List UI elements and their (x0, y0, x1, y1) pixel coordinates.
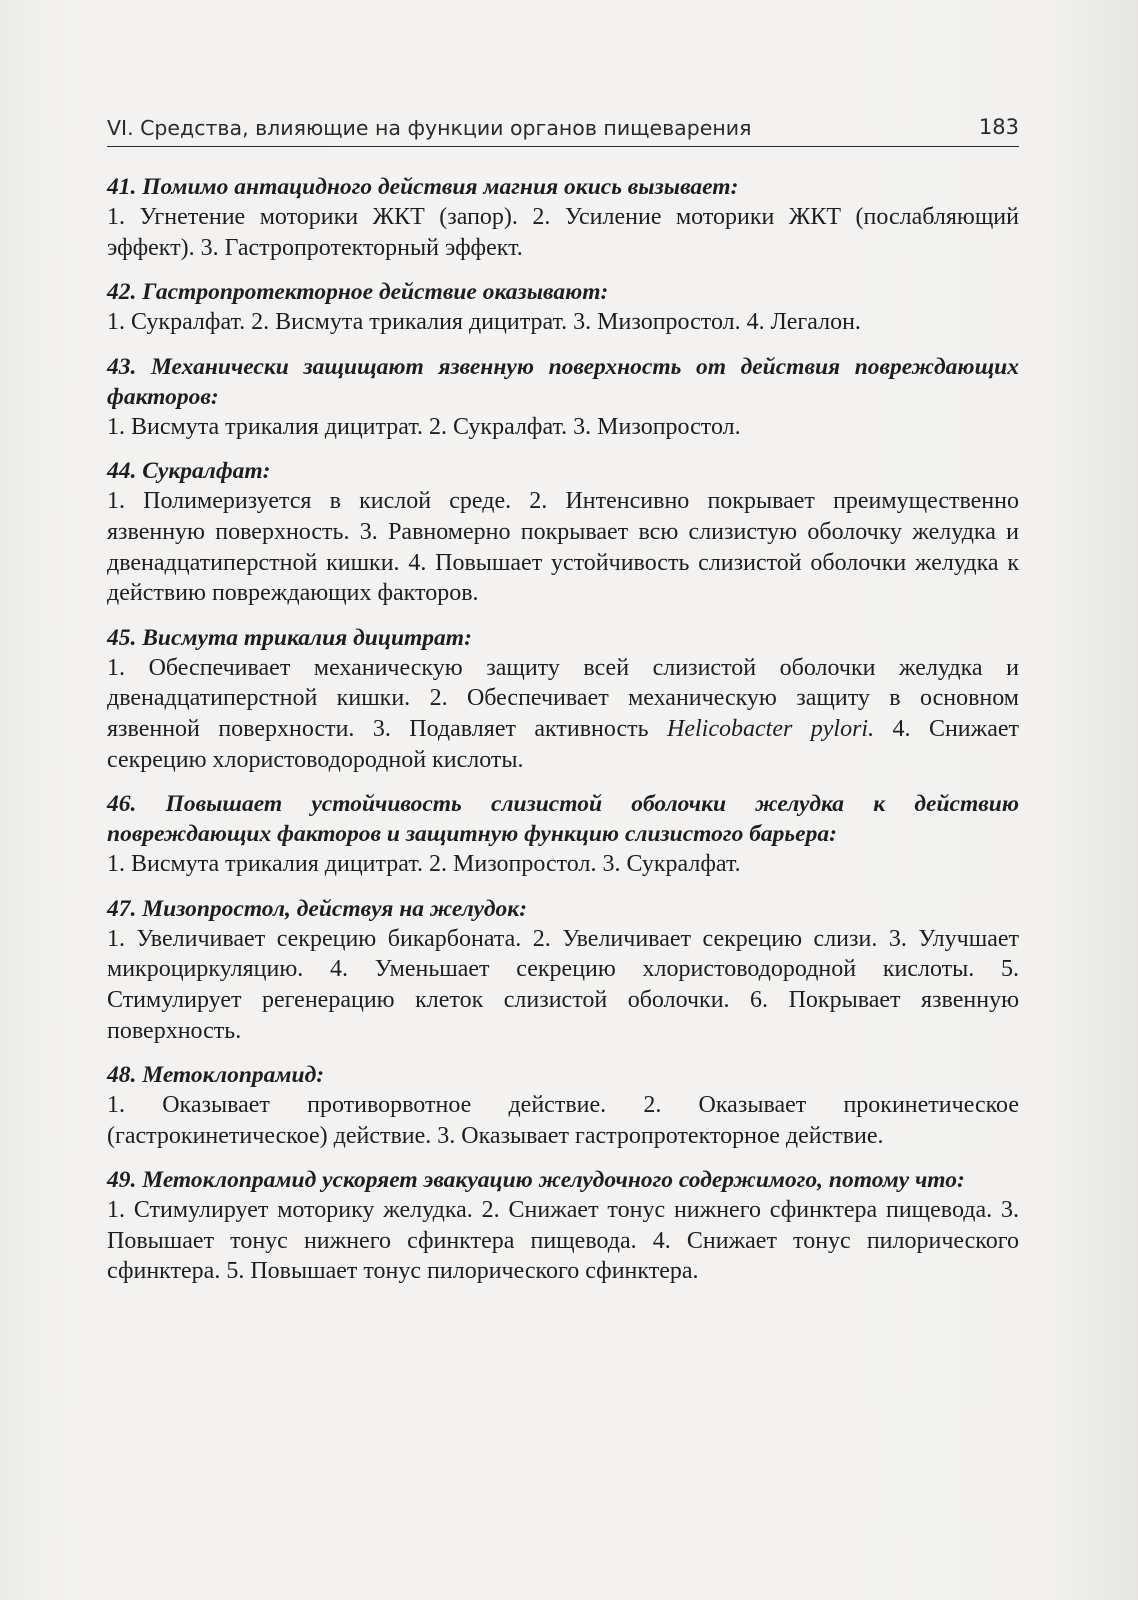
question-title: 41. Помимо антацидного действия магния окись вызывает: (107, 174, 739, 200)
question-49 (107, 1165, 1019, 1287)
question-title: 49. Метоклопрамид ускоряет эвакуацию желудочного содержимого, потому что: (107, 1167, 965, 1194)
question-41 (107, 172, 1019, 263)
question-answers (107, 653, 1019, 775)
question-46 (107, 789, 1019, 880)
question-answers: 1. Висмута трикалия дицитрат. 2. Сукралфат. 3. Мизопростол. (107, 413, 741, 440)
question-answers: 1. Оказывает противорвотное действие. 2. Оказывает прокинетическое (гастрокинетическое) действие. 3. Оказывает гастропротекторное действие. (107, 1092, 1019, 1149)
question-answers: 1. Стимулирует моторику желудка. 2. Снижает тонус нижнего сфинктера пищевода. 3. Повышает тонус нижнего сфинктера пищевода. 4. Снижает тонус пилорического сфинктера. 5. Повышает тонус пилорического сфинктера. (107, 1197, 1019, 1285)
question-title: 48. Метоклопрамид: (107, 1062, 325, 1089)
question-answers: 1. Сукралфат. 2. Висмута трикалия дицитрат. 3. Мизопростол. 4. Легалон. (107, 309, 861, 336)
question-answers: 1. Висмута трикалия дицитрат. 2. Мизопростол. 3. Сукралфат. (107, 851, 741, 878)
question-43 (107, 352, 1019, 443)
answers-text-part1: 1. Обеспечивает механическую защиту всей слизистой оболочки желудка и двенадцатиперстной кишки. 2. Обеспечивает механическую защиту в основном язвенной поверхности. 3. Подавляет активность (107, 654, 1019, 742)
question-answers: 1. Увеличивает секрецию бикарбоната. 2. Увеличивает секрецию слизи. 3. Улучшает микроциркуляцию. 4. Уменьшает секрецию хлористоводородной кислоты. 5. Стимулирует регенерацию клеток слизистой оболочки. 6. Покрывает язвенную поверхность. (107, 925, 1019, 1044)
question-title: 44. Сукралфат: (107, 458, 271, 485)
organism-name: Helicobacter pylori. (667, 715, 875, 742)
question-title: 45. Висмута трикалия дицитрат: (107, 624, 472, 651)
question-47 (107, 894, 1019, 1046)
question-title: 43. Механически защищают язвенную поверхность от действия повреждающих факторов: (107, 353, 1019, 410)
question-48 (107, 1060, 1019, 1151)
question-title: 42. Гастропротекторное действие оказывают: (107, 279, 609, 306)
page-number: 183 (978, 115, 1019, 139)
question-44 (107, 456, 1019, 608)
question-answers: 1. Угнетение моторики ЖКТ (запор). 2. Усиление моторики ЖКТ (послабляющий эффект). 3. Гастропротекторный эффект. (107, 204, 1019, 261)
question-42 (107, 277, 1019, 338)
answers-text-part2: 4. Снижает секрецию хлористоводородной кислоты. (107, 715, 1020, 773)
question-answers: 1. Полимеризуется в кислой среде. 2. Интенсивно покрывает преимущественно язвенную поверхность. 3. Равномерно покрывает всю слизистую оболочку желудка и двенадцатиперстной кишки. 4. Повышает устойчивость слизистой оболочки желудка к действию повреждающих факторов. (107, 488, 1019, 607)
question-title: 46. Повышает устойчивость слизистой оболочки желудка к действию повреждающих факторов и защитную функцию слизистого барьера: (107, 791, 1019, 848)
question-45 (107, 623, 1019, 775)
question-title: 47. Мизопростол, действуя на желудок: (107, 895, 528, 922)
chapter-title: VI. Средства, влияющие на функции органов пищеварения (107, 116, 752, 140)
question-list (107, 172, 1019, 1301)
running-header (107, 106, 1019, 147)
